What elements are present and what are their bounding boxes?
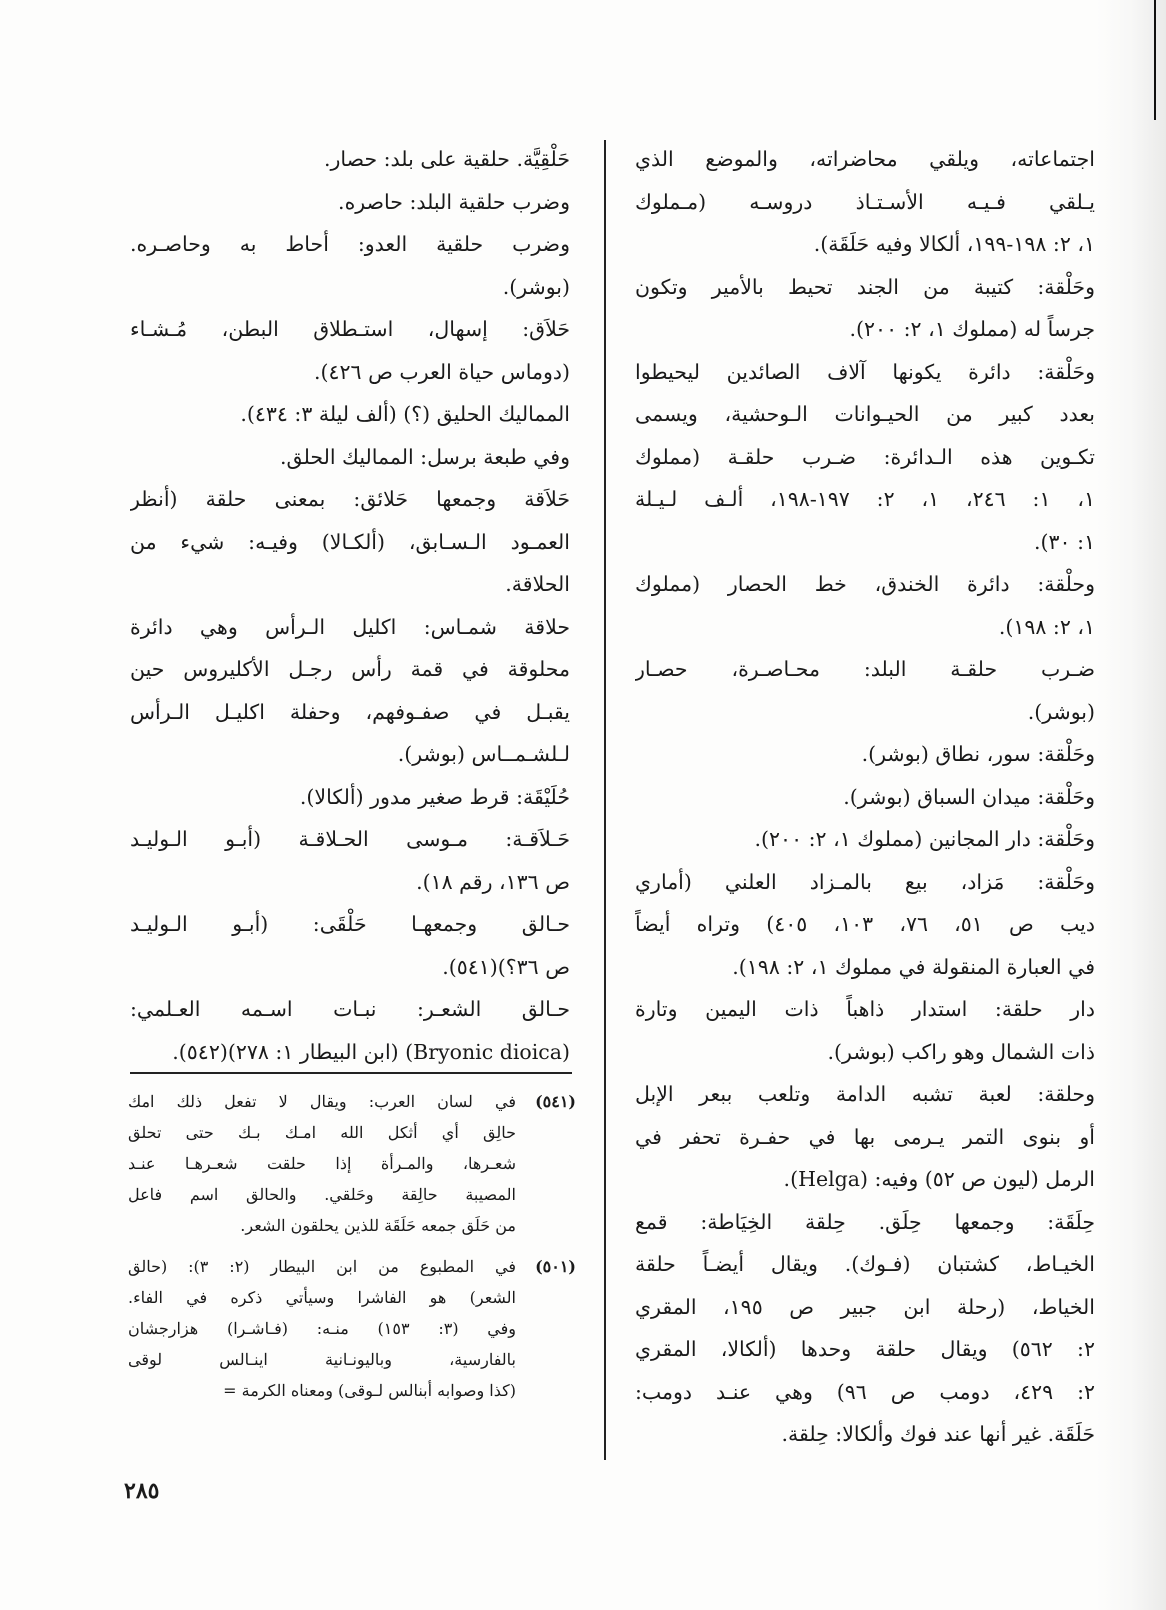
right-column-text-line: وحَلْقة: ميدان السباق (بوشر). [843, 784, 1095, 809]
left-column-text-line: الحلاقة. [505, 572, 570, 596]
footnote-separator [130, 1072, 572, 1074]
left-column-text-line: العمـود الـسـابق، (ألكـالا) وفيـه: شيء من [130, 529, 570, 554]
left-column-text-line: (بوشر). [502, 274, 570, 299]
right-column-text-line: ١، ١: ٢٤٦، ١، ٢: ١٩٧-١٩٨، ألـف لـيـلة [635, 487, 1095, 511]
right-column-paragraph [635, 351, 1095, 564]
right-column-text-line: ١، ٢: ١٩٨). [998, 614, 1095, 639]
left-column-text-line: حـالق وجمعهـا حَلْقَى: (أبـو الـوليـد [130, 912, 570, 936]
left-column-text-line: ص ١٣٦، رقم ١٨). [416, 869, 570, 894]
left-column-text-line: حَلاَقة وجمعها حَلائق: بمعنى حلقة (أنظر [130, 487, 570, 511]
right-column-paragraph [635, 733, 1095, 776]
right-column-paragraph [635, 861, 1095, 989]
right-column-paragraph [635, 266, 1095, 351]
right-column-text-line: وحَلْقة: سور، نطاق (بوشر). [861, 742, 1095, 766]
right-column-text-line: وحلقة: لعبة تشبه الدامة وتلعب ببعر الإبل [635, 1082, 1095, 1106]
right-column-paragraph [635, 563, 1095, 648]
left-column-text-line: حَلْقِيَّة. حلقية على بلد: حصار. [324, 147, 570, 171]
left-column-text-line: (دوماس حياة العرب ص ٤٢٦). [314, 359, 570, 384]
right-column-paragraph [635, 1073, 1095, 1201]
footnote-text-line: من حَلَق جمعه حَلَقَة للذين يحلقون الشعر. [240, 1216, 516, 1235]
footnote-text-line: الشعر) هو الفاشرا وسيأتي ذكره في الفاء. [128, 1288, 516, 1307]
left-column-paragraph [130, 818, 570, 903]
right-column-text-line: ١: ٣٠). [1034, 529, 1095, 554]
right-column-text-line: أو بنوى التمر يـرمى بها في حفـرة تحفر في [635, 1124, 1095, 1149]
right-column-paragraph [635, 988, 1095, 1073]
right-column-text-line: ١، ٢: ١٩٨-١٩٩، ألكالا وفيه حَلَقَة). [813, 232, 1095, 256]
footnote-text-line: المصيبة حالِقة وحَلقي. والحالق اسم فاعل [128, 1185, 516, 1204]
right-column-text-line: تكـوين هذه الـدائرة: ضـرب حلقـة (مملوك [635, 444, 1095, 469]
right-column-text-line: حِلَقَة: وجمعها حِلَق. حِلقة الخِيَاطة: قمع [635, 1209, 1095, 1234]
left-column-text-line: حَلاَق: إسهال، استـطلاق البطن، مُـشـاء [130, 317, 570, 341]
scan-edge-shadow [1096, 0, 1166, 1610]
left-column-paragraph [130, 903, 570, 988]
left-column-paragraph [130, 308, 570, 393]
right-column-paragraph [635, 138, 1095, 266]
left-column-paragraph [130, 181, 570, 224]
left-column-paragraph [130, 478, 570, 606]
footnote-text-line: وفي (٣: ١٥٣) منـه: (فـاشـرا) هزارجشان [128, 1319, 516, 1338]
left-column-paragraph [130, 393, 570, 436]
footnote-text-line: في لسان العرب: ويقال لا تفعل ذلك امك [128, 1092, 516, 1111]
right-column-text-line: اجتماعاته، ويلقي محاضراته، والموضع الذي [635, 147, 1095, 171]
left-column-paragraph [130, 606, 570, 776]
left-column-text-line: وضرب حلقية العدو: أحاط به وحاصـره. [130, 232, 570, 256]
right-column-paragraph [635, 818, 1095, 861]
right-column-paragraph [635, 648, 1095, 733]
right-column-text-line: وحَلْقة: دار المجانين (مملوك ١، ٢: ٢٠٠). [754, 827, 1095, 851]
left-column-text-line: لـلشـمــاس (بوشر). [397, 742, 570, 766]
left-column-text-line: وفي طبعة برسل: المماليك الحلق. [279, 444, 570, 469]
footnote-text-line: حالِق أي أثكل الله امـك بـك حتى تحلق [128, 1123, 516, 1142]
left-column-text-line: حـالق الشعـر: نبـات اسـمه العـلمي: [130, 997, 570, 1021]
footnote [128, 1251, 576, 1406]
right-column-text-line: حَلَقَة. غير أنها عند فوك وألكالا: حِلقة. [781, 1422, 1095, 1446]
right-column-text-line: وحَلْقة: مَزاد، بيع بالمـزاد العلني (أماري [635, 869, 1095, 894]
right-column-text-line: بعدد كبير من الحيـوانات الـوحشية، ويسمى [635, 402, 1095, 426]
scan-edge-mark [1154, 0, 1156, 120]
right-column-paragraph [635, 1201, 1095, 1456]
left-column-paragraph [130, 138, 570, 181]
right-column-text-line: في العبارة المنقولة في مملوك ١، ٢: ١٩٨). [732, 954, 1095, 979]
footnote-number: (٥٤١) [535, 1092, 576, 1111]
footnote-text-line: شعـرها، والمـرأة إذا حلقت شعـرهـا عنـد [128, 1154, 516, 1173]
right-column-text-line: دار حلقة: استدار ذاهباً ذات اليمين وتارة [635, 997, 1095, 1021]
right-column-text-line: ضـرب حلقـة البلد: محـاصـرة، حصـار [635, 657, 1095, 681]
left-column-paragraph [130, 988, 570, 1073]
right-column-paragraph [635, 776, 1095, 819]
left-column-text-line: المماليك الحليق (؟) (ألف ليلة ٣: ٤٣٤). [240, 402, 570, 426]
right-column-text-line: ذات الشمال وهو راكب (بوشر). [827, 1039, 1095, 1064]
right-column-text-line: (بوشر). [1027, 699, 1095, 724]
footnote-text-line: في المطبوع من ابن البيطار (٢: ٣): (حالق [128, 1257, 516, 1276]
right-column-text-line: وحلْقة: دائرة الخندق، خط الحصار (مملوك [635, 572, 1095, 596]
right-column-text-line: يـلقي فـيـه الأسـتـاذ دروسـه (مـملوك [635, 189, 1095, 214]
left-column-paragraph [130, 223, 570, 308]
footnote-number: (٥٠١) [535, 1257, 576, 1276]
left-column [130, 138, 570, 1073]
right-column-text-line: جرساً له (مملوك ١، ٢: ٢٠٠). [849, 317, 1095, 341]
footnote [128, 1086, 576, 1241]
left-column-paragraph [130, 776, 570, 819]
right-column-text-line: وحَلْقة: دائرة يكونها آلاف الصائدين ليحيطوا [635, 359, 1095, 384]
right-column-text-line: ٢: ٤٢٩، دومب ص ٩٦) وهي عنـد دومب: [635, 1379, 1095, 1404]
right-column-text-line: ديب ص ٥١، ٧٦، ١٠٣، ٤٠٥) وتراه أيضاً [635, 912, 1095, 936]
left-column-text-line: حَـلاَقـة: مـوسى الحـلاقـة (أبـو الـوليـد [130, 827, 570, 851]
left-column-text-line: محلوقة في قمة رأس رجـل الأكليروس حين [130, 657, 570, 681]
right-column [635, 138, 1095, 1456]
left-column-text-line: وضرب حلقية البلد: حاصره. [338, 189, 570, 214]
footnotes-section [128, 1086, 576, 1416]
right-column-text-line: الخياط، (رحلة ابن جبير ص ١٩٥، المقري [635, 1294, 1095, 1319]
left-column-text-line: يقبـل في صفـوفهم، وحفلة اكليـل الـرأس [130, 699, 570, 724]
right-column-text-line: ٢: ٥٦٢) ويقال حلقة وحدها (ألكالا، المقري [635, 1337, 1095, 1361]
right-column-text-line: وحَلْقة: كتيبة من الجند تحيط بالأمير وتكون [635, 274, 1095, 299]
left-column-text-line: حلاقة شمـاس: اكليل الـرأس وهي دائرة [130, 614, 570, 639]
right-column-text-line: الخيـاط، كشتبان (فـوك). ويقال أيضـاً حلقة [635, 1252, 1095, 1276]
right-column-text-line: الرمل (ليون ص ٥٢) وفيه: (Helga). [783, 1167, 1095, 1191]
footnote-text-line: بالفارسية، وباليونـانية اينـالس لوقى [128, 1350, 516, 1369]
left-column-text-line: ص ٣٦؟)(٥٤١). [442, 954, 570, 979]
footnote-text-line: (كذا وصوابه أبنالس لـوقى) ومعناه الكرمة = [223, 1381, 516, 1400]
column-divider [604, 140, 606, 1460]
left-column-text-line: (Bryonic dioica) (ابن البيطار ١: ٢٧٨)(٥٤٢). [172, 1039, 570, 1064]
left-column-text-line: حُلَيْقَة: قرط صغير مدور (ألكالا). [299, 784, 570, 809]
page-number: ٢٨٥ [124, 1478, 160, 1504]
left-column-paragraph [130, 436, 570, 479]
